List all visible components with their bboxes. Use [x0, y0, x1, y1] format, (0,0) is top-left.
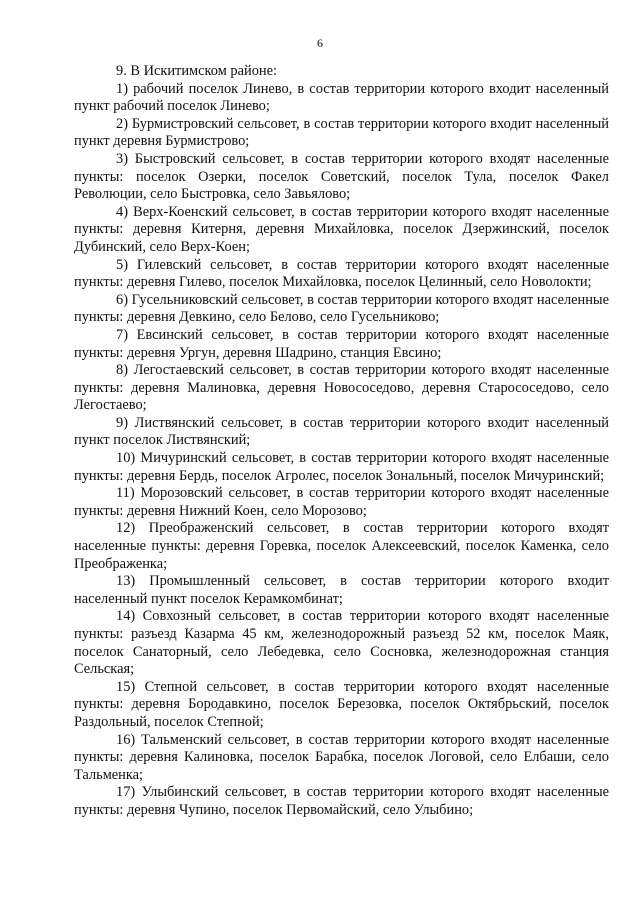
list-item: 11) Морозовский сельсовет, в состав территории которого входят населенные пункты: деревня Нижний Коен, село Морозово;	[74, 485, 609, 519]
document-body	[74, 63, 609, 820]
list-item: 1) рабочий поселок Линево, в состав территории которого входит населенный пункт рабочий поселок Линево;	[74, 80, 609, 115]
page-number: 6	[317, 36, 323, 50]
list-item: 9) Листвянский сельсовет, в состав территории которого входит населенный пункт поселок Листвянский;	[74, 414, 609, 449]
list-item: 17) Улыбинский сельсовет, в состав территории которого входят населенные пункты: деревня Чупино, поселок Первомайский, село Улыбино;	[74, 784, 609, 818]
list-item: 13) Промышленный сельсовет, в состав территории которого входит населенный пункт поселок Керамкомбинат;	[74, 573, 609, 607]
list-item: 12) Преображенский сельсовет, в состав территории которого входят населенные пункты: деревня Горевка, поселок Алексеевский, поселок Каменка, село Преображенка;	[74, 520, 609, 572]
list-item: 14) Совхозный сельсовет, в состав территории которого входят населенные пункты: разъезд Казарма 45 км, железнодорожный разъезд 52 км, поселок Маяк, поселок Санаторный, село Лебедевка, село Сосновка, железнодорожная станция Сельская;	[74, 608, 609, 678]
section-heading: 9. В Искитимском районе:	[116, 63, 277, 79]
list-item: 3) Быстровский сельсовет, в состав территории которого входят населенные пункты: поселок Озерки, поселок Советский, поселок Тула, поселок Факел Революции, село Быстровка, село Завьялово;	[74, 150, 609, 203]
list-item: 15) Степной сельсовет, в состав территории которого входят населенные пункты: деревня Бородавкино, поселок Березовка, поселок Октябрьский, поселок Раздольный, поселок Степной;	[74, 678, 609, 730]
list-item: 8) Легостаевский сельсовет, в состав территории которого входят населенные пункты: деревня Малиновка, деревня Новососедово, деревня Старососедово, село Легостаево;	[74, 362, 609, 414]
list-item: 5) Гилевский сельсовет, в состав территории которого входят населенные пункты: деревня Гилево, поселок Михайловка, поселок Целинный, село Новолокти;	[74, 256, 609, 291]
list-item: 10) Мичуринский сельсовет, в состав территории которого входят населенные пункты: деревня Бердь, поселок Агролес, поселок Зональный, поселок Мичуринский;	[74, 450, 609, 484]
list-item: 4) Верх-Коенский сельсовет, в состав территории которого входят населенные пункты: деревня Китерня, деревня Михайловка, поселок Дзержинский, поселок Дубинский, село Верх-Коен;	[74, 203, 609, 255]
list-item: 6) Гусельниковский сельсовет, в состав территории которого входят населенные пункты: деревня Девкино, село Белово, село Гусельниково;	[74, 291, 609, 326]
list-item: 7) Евсинский сельсовет, в состав территории которого входят населенные пункты: деревня Ургун, деревня Шадрино, станция Евсино;	[74, 326, 609, 361]
list-item: 2) Бурмистровский сельсовет, в состав территории которого входит населенный пункт деревня Бурмистрово;	[74, 115, 609, 150]
list-item: 16) Тальменский сельсовет, в состав территории которого входят населенные пункты: деревня Калиновка, поселок Барабка, поселок Логовой, село Елбаши, село Тальменка;	[74, 731, 609, 783]
